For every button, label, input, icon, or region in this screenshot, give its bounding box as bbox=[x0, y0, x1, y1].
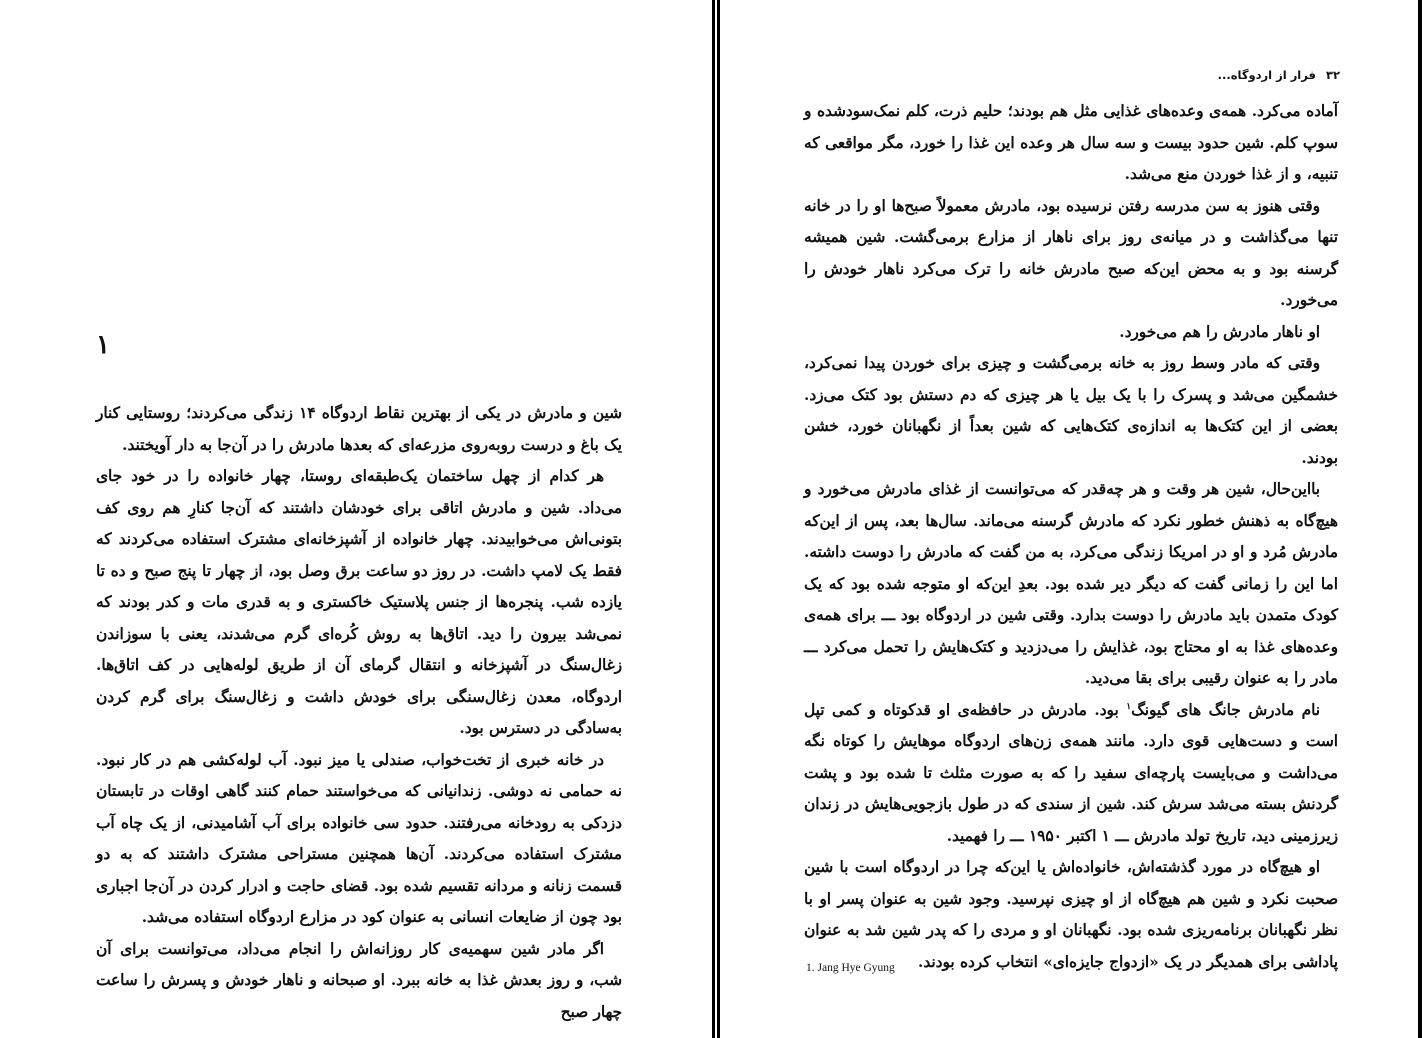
paragraph-continuation: بود. مادرش در حافظه‌ی او قدکوتاه و کمی تپل است و دست‌هایی قوی دارد. مانند همه‌ی زن‌های اردوگاه موهایش را کوتاه نگه می‌داشت و می‌بایست پارچه‌ای سفید را که به صورت مثلث تا شده بود و پشت گردنش بسته می‌شد سرش کند. شین از سندی که در طول بازجویی‌هایش در زندان زیرزمینی دید، تاریخ تولد مادرش ـــ ۱ اکتبر ۱۹۵۰ ـــ را فهمید. bbox=[804, 700, 1338, 845]
left-page-body bbox=[96, 398, 622, 1028]
paragraph: او هیچ‌گاه در مورد گذشته‌اش، خانواده‌اش یا این‌که چرا در اردوگاه است با شین صحبت نکرد و شین هم هیچ‌گاه از او چیزی نپرسید. وجود شین به عنوان پسر او با نظر نگهبانان برنامه‌ریزی شده بود. نگهبانان او و مردی را که پدر شین شد به عنوان پاداشی برای همدیگر در یک «ازدواج جایزه‌ای» انتخاب کرده بودند. bbox=[804, 858, 1338, 971]
page-edge bbox=[1418, 0, 1422, 1038]
paragraph: او ناهار مادرش را هم می‌خورد. bbox=[1119, 322, 1320, 341]
paragraph: هر کدام از چهل ساختمان یک‌طبقه‌ای روستا، چهار خانواده را در خود جای می‌داد. شین و مادرش اتاقی برای خودشان داشتند که آن‌جا کنارِ هم روی کف بتونی‌اش می‌خوابیدند. چهار خانواده از آشپزخانه‌ای مشترک استفاده می‌کردند که فقط یک لامپ داشت. در روز دو ساعت برق وصل بود، از چهار تا پنج صبح و ده تا یازده شب. پنجره‌ها از جنس پلاستیک خاکستری و به قدری مات و کدر بودند که نمی‌شد بیرون را دید. اتاق‌ها به روش کُره‌ای گرم می‌شدند، یعنی با سوزاندن زغال‌سنگ در آشپزخانه و انتقال گرمای آن از طریق لوله‌هایی در کف اتاق‌ها. اردوگاه، معدن زغال‌سنگی برای خودش داشت و زغال‌سنگ برای گرم کردن به‌سادگی در دسترس بود. bbox=[96, 467, 622, 737]
right-page-body bbox=[804, 96, 1338, 978]
footnote: 1. Jang Hye Gyung bbox=[806, 962, 895, 974]
paragraph: شین و مادرش در یکی از بهترین نقاط اردوگاه ۱۴ زندگی می‌کردند؛ روستایی کنار یک باغ و درست روبه‌روی مزرعه‌ای که بعدها مادرش را در آن‌جا به دار آویختند. bbox=[96, 404, 622, 454]
paragraph: اگر مادر شین سهمیه‌ی کار روزانه‌اش را انجام می‌داد، می‌توانست برای آن شب، و روز بعدش غذا به خانه ببرد. او صبحانه و ناهار خودش و پسرش را ساعت چهار صبح bbox=[96, 939, 622, 1021]
paragraph: بااین‌حال، شین هر وقت و هر چه‌قدر که می‌توانست از غذای مادرش می‌خورد و هیچ‌گاه به ذهنش خطور نکرد که مادرش گرسنه می‌ماند. سال‌ها بعد، پس از این‌که مادرش مُرد و او در امریکا زندگی می‌کرد، به من گفت که مادرش را دوست داشته. اما این را زمانی گفت که دیگر دیر شده بود. بعدِ این‌که او متوجه شده بود که یک کودک متمدن باید مادرش را دوست بدارد. وقتی شین در اردوگاه بود ـــ برای همه‌ی وعده‌های غذا به او محتاج بود، غذایش را می‌دزدید و کتک‌هایش را تحمل می‌کرد ـــ مادر را به عنوان رقیبی برای بقا می‌دید. bbox=[804, 480, 1338, 687]
book-spine bbox=[712, 0, 720, 1038]
paragraph: در خانه خبری از تخت‌خواب، صندلی یا میز نبود. آب لوله‌کشی هم در کار نبود. نه حمامی نه دوشی. زندانیانی که می‌خواستند حمام کنند گاهی اوقات در تابستان دزدکی به رودخانه می‌رفتند. حدود سی خانواده برای آب آشامیدنی، از یک چاه آب مشترک استفاده می‌کردند. آن‌ها همچنین مستراحی مشترک داشتند که به دو قسمت زنانه و مردانه تقسیم شده بود. قضای حاجت و ادرار کردن در آن‌جا اجباری بود چون از ضایعات انسانی به عنوان کود در مزارع اردوگاه استفاده می‌شد. bbox=[96, 750, 622, 926]
page-number: ۳۲ bbox=[1325, 68, 1340, 82]
footnote-marker: ۱ bbox=[1126, 701, 1132, 712]
footnote-divider bbox=[804, 950, 914, 951]
paragraph: وقتی هنوز به سن مدرسه رفتن نرسیده بود، مادرش معمولاً صبح‌ها او را در خانه تنها می‌گذاشت و در میانه‌ی روز برای ناهار از مزارع برمی‌گشت. شین همیشه گرسنه بود و به محض این‌که صبح مادرش خانه را ترک می‌کرد ناهار خودش را می‌خورد. bbox=[804, 196, 1338, 309]
paragraph: آماده می‌کرد. همه‌ی وعده‌های غذایی مثل هم بودند؛ حلیم ذرت، کلم نمک‌سودشده و سوپ کلم. شین حدود بیست و سه سال هر وعده این غذا را خورد، مگر مواقعی که تنبیه، و از غذا خوردن منع می‌شد. bbox=[804, 102, 1338, 183]
chapter-number: ۱ bbox=[96, 330, 110, 360]
running-title: فرار از اردوگاه... bbox=[1217, 68, 1316, 82]
paragraph-with-footnote bbox=[804, 695, 1338, 853]
mother-name-text: نام مادرش جانگ های گیونگ bbox=[1131, 700, 1320, 719]
paragraph: وقتی که مادر وسط روز به خانه برمی‌گشت و چیزی برای خوردن پیدا نمی‌کرد، خشمگین می‌شد و پسرک را با یک بیل یا هر چیزی که دم دستش بود کتک می‌زد. بعضی از این کتک‌ها به اندازه‌ی کتک‌هایی که شین بعداً از نگهبانان خورد، خشن بودند. bbox=[804, 354, 1338, 467]
running-header bbox=[1200, 66, 1340, 84]
